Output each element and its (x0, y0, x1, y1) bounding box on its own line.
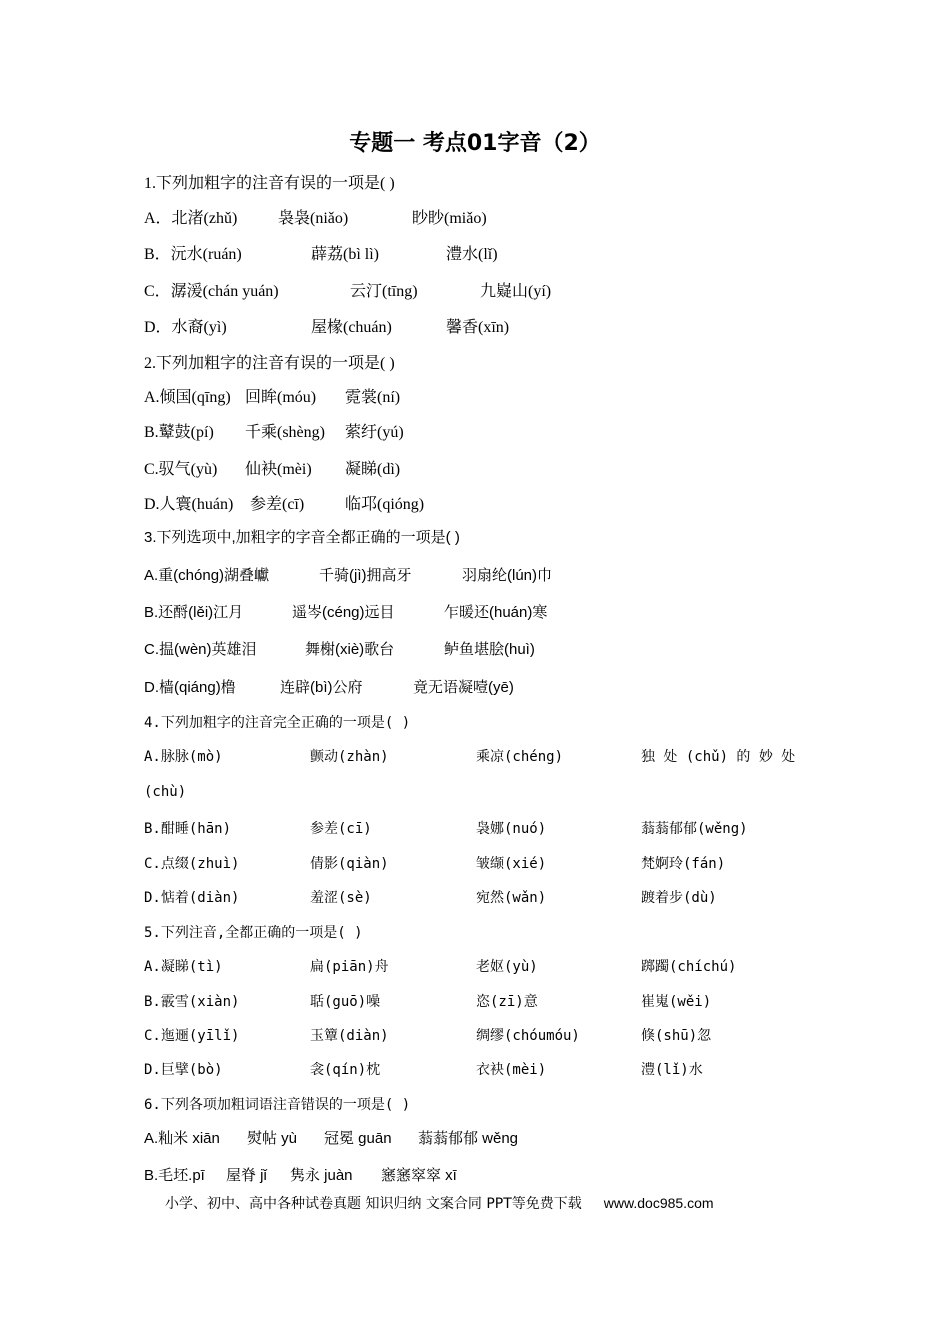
option-item: C.点缀(zhuì) (144, 856, 240, 872)
option-item: 连辟(bì)公府 (280, 679, 363, 696)
option-item: 澧(lǐ)水 (641, 1062, 703, 1078)
question-6-option-a (0, 1127, 950, 1151)
question-6-option-b (0, 1164, 950, 1188)
option-item: 倏(shū)忽 (641, 1028, 712, 1044)
option-item: A．北渚(zhǔ) (144, 210, 238, 227)
option-item: 袅娜(nuó) (476, 821, 547, 837)
question-5-option-d (0, 1059, 950, 1083)
option-item: 玉簟(diàn) (310, 1028, 389, 1044)
option-item: 蓊蓊郁郁(wěng) (641, 821, 748, 837)
option-item: 眇眇(miǎo) (412, 210, 487, 227)
option-item: C.迤逦(yīlǐ) (144, 1028, 240, 1044)
question-5-option-b (0, 991, 950, 1015)
option-item: 参差(cī) (250, 496, 305, 513)
option-item: 舞榭(xiè)歌台 (305, 641, 395, 658)
option-item: 宛然(wǎn) (476, 890, 547, 906)
option-item: 蓊蓊郁郁 wěng (418, 1130, 519, 1147)
question-5-option-a (0, 956, 950, 980)
option-item: 袅袅(niǎo) (278, 210, 349, 227)
option-item: 衣袂(mèi) (476, 1062, 547, 1078)
question-4-option-a-continued (0, 784, 950, 808)
option-item: 冠冕 guān (324, 1130, 392, 1147)
option-item: 衾(qín)枕 (310, 1062, 381, 1078)
question-3-option-c (0, 638, 950, 662)
option-item: 熨帖 yù (247, 1130, 298, 1147)
option-item: A.重(chóng)湖叠巘 (144, 567, 270, 584)
question-1-option-a (0, 205, 950, 229)
option-item: B.霰雪(xiàn) (144, 994, 240, 1010)
question-2-stem: 2.下列加粗字的注音有误的一项是( ) (144, 355, 395, 372)
option-item: 仙袂(mèi) (245, 461, 312, 478)
question-3-option-a (0, 564, 950, 588)
option-item: A.籼米 xiān (144, 1130, 220, 1147)
option-item: 薜荔(bì lì) (311, 246, 379, 263)
option-item: D.惦着(diàn) (144, 890, 240, 906)
option-item: 倩影(qiàn) (310, 856, 389, 872)
footer-url[interactable]: www.doc985.com (603, 1195, 714, 1211)
option-item: A.脉脉(mò) (144, 749, 223, 765)
option-item: 屋脊 jǐ (226, 1167, 267, 1184)
option-item: B.毛坯.pī (144, 1167, 205, 1184)
option-item: 独 处 (chǔ) 的 妙 处 (641, 749, 796, 765)
question-6-stem: 6.下列各项加粗词语注音错误的一项是( ) (144, 1097, 411, 1113)
option-item: 临邛(qióng) (345, 496, 425, 513)
question-4-option-b (0, 818, 950, 842)
option-item: 屋椽(chuán) (311, 319, 392, 336)
option-item: 馨香(xīn) (446, 319, 510, 336)
option-item: 老妪(yù) (476, 959, 538, 975)
option-item: 踱着步(dù) (641, 890, 717, 906)
option-item: 云汀(tīng) (350, 283, 418, 300)
option-item: 皱缬(xié) (476, 856, 547, 872)
option-item: B.鼙鼓(pí) (144, 424, 214, 441)
question-4-option-c (0, 853, 950, 877)
option-item: 回眸(móu) (245, 389, 317, 406)
option-item: 霓裳(ní) (345, 389, 401, 406)
question-4-option-d (0, 887, 950, 911)
option-item: A.凝睇(tì) (144, 959, 223, 975)
option-item: 乘凉(chéng) (476, 749, 564, 765)
question-5-stem: 5.下列注音,全都正确的一项是( ) (144, 925, 363, 941)
question-4-option-a (0, 746, 950, 770)
option-item: B.还酹(lěi)江月 (144, 604, 244, 621)
question-3-option-d (0, 676, 950, 700)
option-item: 羞涩(sè) (310, 890, 372, 906)
question-1-option-b (0, 241, 950, 265)
page-footer (165, 1193, 714, 1213)
option-item: 参差(cī) (310, 821, 372, 837)
option-item: B．沅水(ruán) (144, 246, 242, 263)
option-item: 遥岑(céng)远目 (292, 604, 395, 621)
question-1-option-c (0, 278, 950, 302)
option-item: 乍暖还(huán)寒 (444, 604, 548, 621)
option-item: C.驭气(yù) (144, 461, 218, 478)
option-item: D.樯(qiáng)橹 (144, 679, 236, 696)
option-item: D.人寰(huán) (144, 496, 234, 513)
option-item: 扁(piān)舟 (310, 959, 389, 975)
footer-text: 小学、初中、高中各种试卷真题 知识归纳 文案合同 PPT等免费下载 (165, 1196, 582, 1212)
option-item: D．水裔(yì) (144, 319, 227, 336)
question-2-option-d (0, 491, 950, 515)
option-item: 澧水(lǐ) (446, 246, 498, 263)
page-title: 专题一 考点01字音（2） (349, 131, 601, 156)
option-item: 羽扇纶(lún)巾 (462, 567, 553, 584)
question-3-option-b (0, 601, 950, 625)
question-3-stem: 3.下列选项中,加粗字的字音全都正确的一项是( ) (144, 529, 460, 546)
option-item: 千骑(jì)拥高牙 (319, 567, 412, 584)
option-item: 隽永 juàn (290, 1167, 353, 1184)
option-item: 崔嵬(wěi) (641, 994, 712, 1010)
option-item: 千乘(shèng) (245, 424, 325, 441)
option-item: C．潺湲(chán yuán) (144, 283, 279, 300)
option-item: 竟无语凝噎(yē) (413, 679, 514, 696)
option-item: 鲈鱼堪脍(huì) (444, 641, 535, 658)
option-item: 绸缪(chóumóu) (476, 1028, 580, 1044)
question-2-option-b (0, 419, 950, 443)
question-2-option-c (0, 456, 950, 480)
question-1-stem: 1.下列加粗字的注音有误的一项是( ) (144, 175, 395, 192)
option-item: A.倾国(qīng) (144, 389, 231, 406)
option-item: 窸窸窣窣 xī (381, 1167, 457, 1184)
question-5-option-c (0, 1025, 950, 1049)
option-item: 踯躅(chíchú) (641, 959, 737, 975)
question-2-option-a (0, 384, 950, 408)
option-item: 恣(zī)意 (476, 994, 538, 1010)
option-item: 九嶷山(yí) (480, 283, 552, 300)
option-item: 聒(guō)噪 (310, 994, 381, 1010)
option-item: B.酣睡(hān) (144, 821, 232, 837)
option-item: (chù) (144, 784, 187, 800)
option-item: 颤动(zhàn) (310, 749, 389, 765)
question-1-option-d (0, 314, 950, 338)
question-4-stem: 4.下列加粗字的注音完全正确的一项是( ) (144, 715, 411, 731)
option-item: 梵婀玲(fán) (641, 856, 726, 872)
option-item: C.揾(wèn)英雄泪 (144, 641, 257, 658)
option-item: 萦纡(yú) (345, 424, 404, 441)
option-item: 凝睇(dì) (345, 461, 401, 478)
option-item: D.巨擘(bò) (144, 1062, 223, 1078)
